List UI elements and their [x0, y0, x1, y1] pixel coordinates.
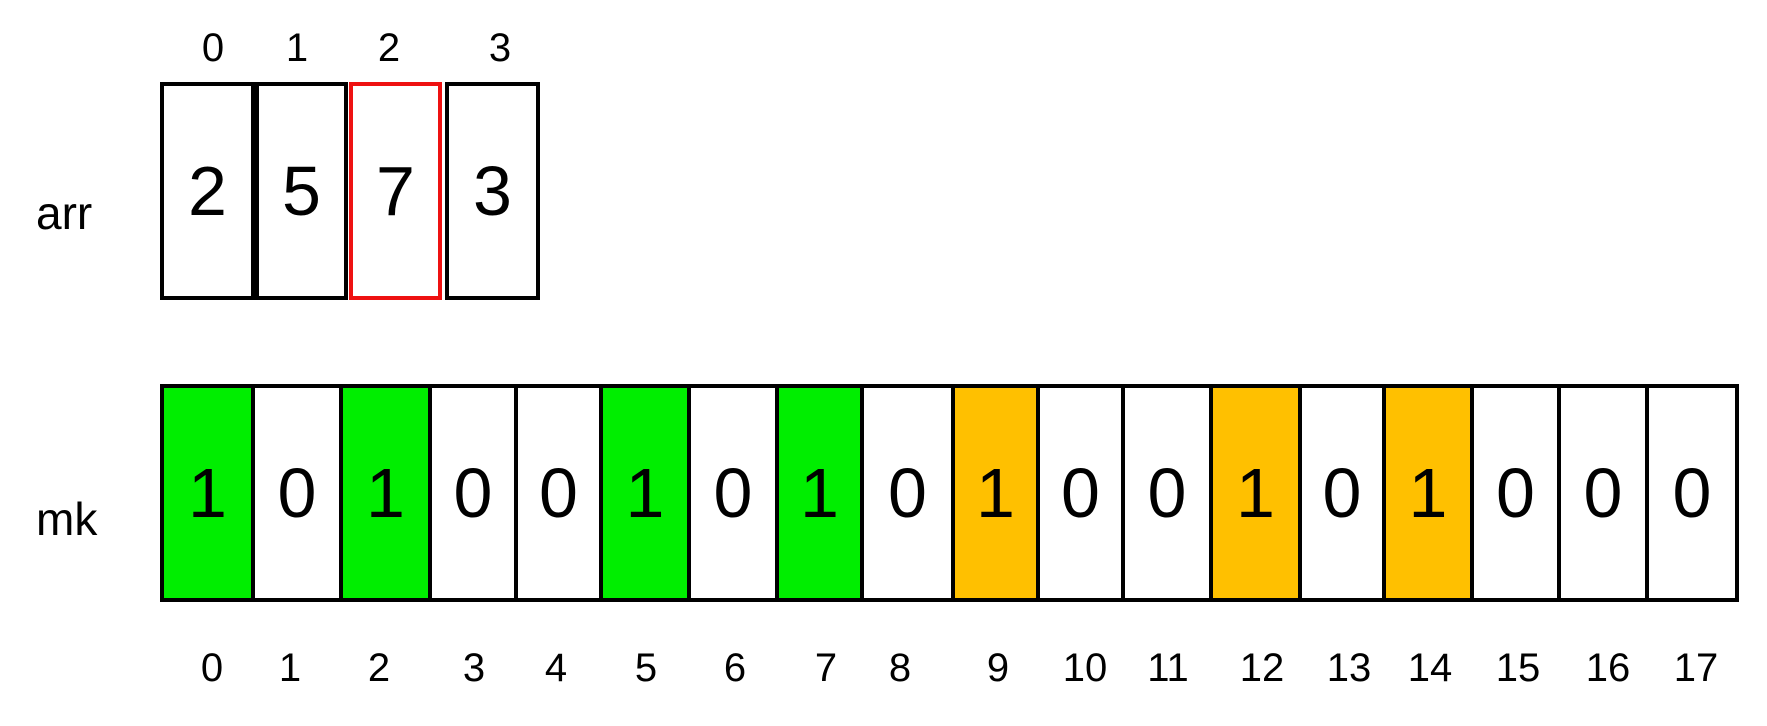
mk-cell: 0: [1470, 384, 1561, 602]
mk-cell: 0: [1298, 384, 1386, 602]
mk-index: 3: [462, 646, 486, 690]
mk-cell: 0: [1645, 384, 1739, 602]
mk-cell: 0: [1121, 384, 1213, 602]
mk-cell: 0: [251, 384, 343, 602]
mk-cell: 1: [339, 384, 432, 602]
arr-cell: 3: [445, 82, 540, 300]
mk-index: 15: [1495, 646, 1541, 690]
arr-cell: 2: [160, 82, 255, 300]
arr-index: 0: [201, 26, 225, 70]
mk-index: 9: [986, 646, 1010, 690]
arr-index: 1: [285, 26, 309, 70]
mk-cell: 1: [1382, 384, 1474, 602]
mk-cell: 0: [687, 384, 779, 602]
mk-cell: 1: [160, 384, 255, 602]
mk-cell: 0: [1557, 384, 1649, 602]
mk-index: 10: [1062, 646, 1108, 690]
mk-index: 17: [1673, 646, 1719, 690]
arr-index: 3: [488, 26, 512, 70]
arr-cell-highlighted: 7: [349, 82, 442, 300]
mk-index: 8: [888, 646, 912, 690]
mk-cell: 1: [775, 384, 864, 602]
mk-index: 0: [200, 646, 224, 690]
arr-index: 2: [377, 26, 401, 70]
mk-cell: 0: [514, 384, 603, 602]
mk-index: 5: [634, 646, 658, 690]
mk-index: 7: [814, 646, 838, 690]
mk-index: 13: [1326, 646, 1372, 690]
mk-cell: 1: [951, 384, 1040, 602]
mk-cell: 0: [860, 384, 955, 602]
mk-cell: 0: [1036, 384, 1125, 602]
mk-cell: 0: [428, 384, 518, 602]
mk-index: 6: [723, 646, 747, 690]
arr-cell: 5: [255, 82, 348, 300]
mk-cell: 1: [1209, 384, 1302, 602]
mk-index: 14: [1407, 646, 1453, 690]
mk-index: 12: [1239, 646, 1285, 690]
mk-label: mk: [36, 493, 98, 545]
mk-index: 1: [278, 646, 302, 690]
mk-index: 2: [367, 646, 391, 690]
arr-label: arr: [36, 187, 93, 239]
mk-index: 4: [544, 646, 568, 690]
mk-index: 16: [1585, 646, 1631, 690]
mk-index: 11: [1147, 646, 1189, 690]
mk-cell: 1: [599, 384, 691, 602]
